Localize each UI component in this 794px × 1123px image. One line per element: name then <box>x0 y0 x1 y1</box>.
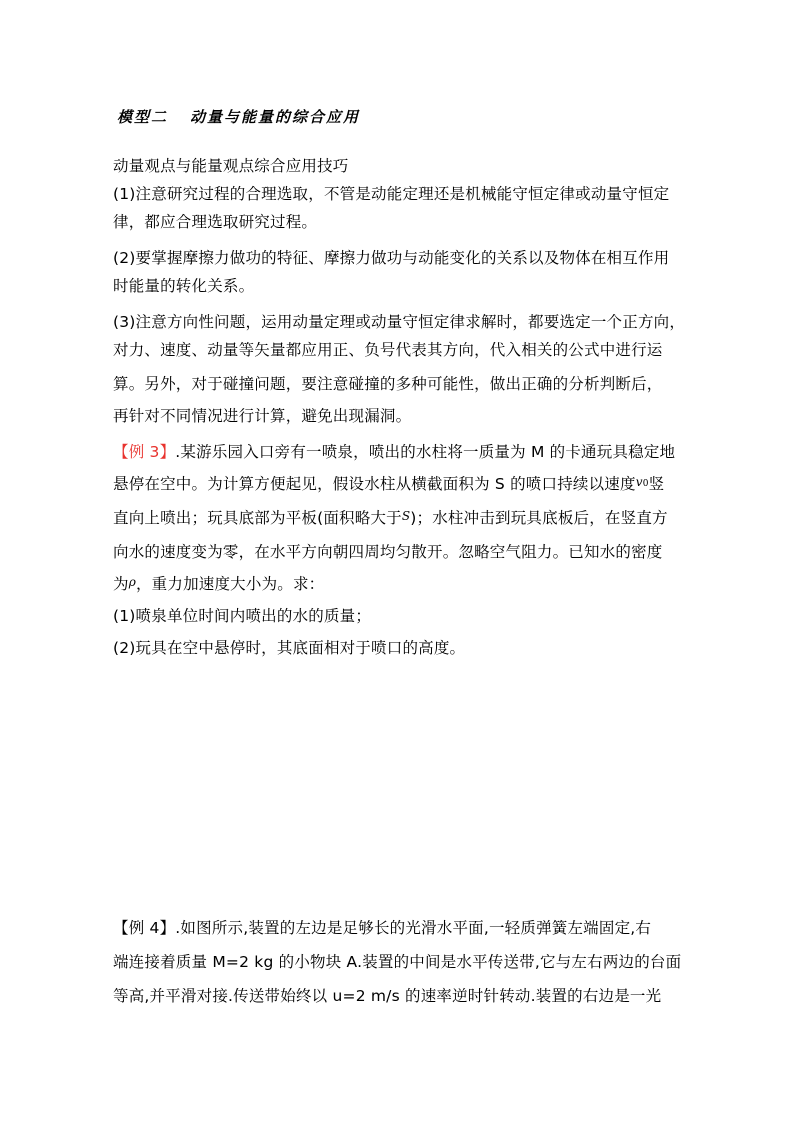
heading-title: 动量与能量的综合应用 <box>190 108 361 126</box>
heading-model: 模型二 <box>117 108 169 126</box>
example3-question-1: (1)喷泉单位时间内喷出的水的质量； <box>113 607 372 625</box>
tip-line-8: 再针对不同情况进行计算，避免出现漏洞。 <box>113 407 412 425</box>
tip-line-5: (3)注意方向性问题，运用动量定理或动量守恒定律求解时，都要选定一个正方向， <box>113 313 686 331</box>
example3-line-2: 悬停在空中。为计算方便起见，假设水柱从横截面积为 S 的喷口持续以速度v0竖 <box>113 475 665 493</box>
tip-line-6: 对力、速度、动量等矢量都应用正、负号代表其方向，代入相关的公式中进行运 <box>113 341 663 359</box>
example4-line-3: 等高,并平滑对接.传送带始终以 u=2 m/s 的速率逆时针转动.装置的右边是一光 <box>113 987 662 1005</box>
example3-question-2: (2)玩具在空中悬停时，其底面相对于喷口的高度。 <box>113 639 466 657</box>
example4-line-2: 端连接着质量 M=2 kg 的小物块 A.装置的中间是水平传送带,它与左右两边的台面 <box>113 953 682 971</box>
example3-line-3: 直向上喷出；玩具底部为平板(面积略大于S)；水柱冲击到玩具底板后，在竖直方 <box>113 509 668 527</box>
symbol-s: S <box>401 509 411 523</box>
symbol-v0: v0 <box>635 475 649 489</box>
symbol-rho: ρ <box>128 575 136 589</box>
example4-line-1: 【例 4】.如图所示,装置的左边是足够长的光滑水平面,一轻质弹簧左端固定,右 <box>113 919 652 937</box>
tip-line-3: (2)要掌握摩擦力做功的特征、摩擦力做功与动能变化的关系以及物体在相互作用 <box>113 249 670 267</box>
example3-label: 【例 3】 <box>113 443 176 461</box>
tip-line-1: (1)注意研究过程的合理选取，不管是动能定理还是机械能守恒定律或动量守恒定 <box>113 185 670 203</box>
tips-title: 动量观点与能量观点综合应用技巧 <box>113 157 349 175</box>
example3-line-5: 为ρ，重力加速度大小为。求： <box>113 575 325 593</box>
tip-line-4: 时能量的转化关系。 <box>113 277 255 295</box>
example3-line-1: 【例 3】.某游乐园入口旁有一喷泉，喷出的水柱将一质量为 M 的卡通玩具稳定地 <box>113 443 676 461</box>
example3-line-4: 向水的速度变为零，在水平方向朝四周均匀散开。忽略空气阻力。已知水的密度 <box>113 543 663 561</box>
section-heading <box>117 106 360 127</box>
tip-line-2: 律，都应合理选取研究过程。 <box>113 213 318 231</box>
tip-line-7: 算。另外，对于碰撞问题，要注意碰撞的多种可能性，做出正确的分析判断后， <box>113 375 663 393</box>
